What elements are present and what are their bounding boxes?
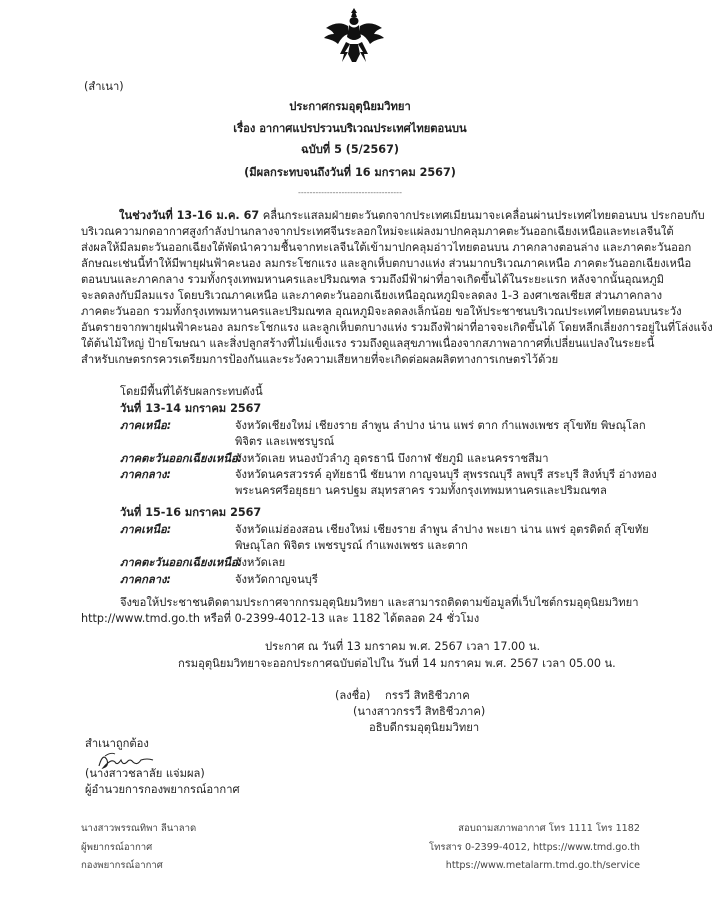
body-line: ใต้ต้นไม้ใหญ่ ป้ายโฆษณา และสิ่งปลูกสร้างที่ไม่แข็งแรง รวมถึงดูแลสุขภาพเนื่องจากสภาพอากาศที่เปลี่ยนแปลงในระยะนี้ [81,337,655,350]
title-divider: ------------------------------------ [298,188,402,197]
footer-fax-website: โทรสาร 0-2399-4012, https://www.tmd.go.th [428,842,640,853]
period1-north-line1: จังหวัดเชียงใหม่ เชียงราย ลำพูน ลำปาง น่าน แพร่ ตาก กำแพงเพชร สุโขทัย พิษณุโลก [235,419,646,432]
announce-time: ประกาศ ณ วันที่ 13 มกราคม พ.ศ. 2567 เวลา 17.00 น. [265,640,541,653]
period1-central-label: ภาคกลาง: [120,468,171,481]
certify-name: (นางสาวชลาลัย แจ่มผล) [85,767,205,780]
footer-forecaster-role: ผู้พยากรณ์อากาศ [81,842,153,853]
signer-name: กรรวี สิทธิชีวภาค [385,689,470,702]
issue-number: ฉบับที่ 5 (5/2567) [300,143,399,156]
body-lead: ในช่วงวันที่ 13-16 ม.ค. 67 [119,209,260,222]
period1-north-label: ภาคเหนือ: [120,419,172,432]
period2-ne-text: จังหวัดเลย [235,556,286,569]
body-paragraph [81,208,713,368]
certify-position: ผู้อำนวยการกองพยากรณ์อากาศ [85,783,240,796]
period2-ne-label: ภาคตะวันออกเฉียงเหนือ: [120,556,243,569]
body-line: ส่งผลให้มีลมตะวันออกเฉียงใต้พัดนำความชื้นจากทะเลจีนใต้เข้ามาปกคลุมอ่าวไทยตอนบน ภาคกลางตอนล่าง และภาคตะวันออก [81,241,692,254]
footer-forecaster-name: นางสาวพรรณทิพา ลีนาลาด [81,823,197,834]
period1-date: วันที่ 13-14 มกราคม 2567 [120,402,262,415]
certify-label: สำเนาถูกต้อง [85,737,149,750]
effective-date: (มีผลกระทบจนถึงวันที่ 16 มกราคม 2567) [244,166,456,179]
period1-ne-label: ภาคตะวันออกเฉียงเหนือ: [120,452,243,465]
body-line [81,208,705,224]
areas-intro: โดยมีพื้นที่ได้รับผลกระทบดังนี้ [120,385,263,398]
period1-central-line2: พระนครศรีอยุธยา นครปฐม สมุทรสาคร รวมทั้งกรุงเทพมหานครและปริมณฑล [235,484,607,497]
signer-position: อธิบดีกรมอุตุนิยมวิทยา [369,721,480,734]
body-line1: คลื่นกระแสลมฝ่ายตะวันตกจากประเทศเมียนมาจะเคลื่อนผ่านประเทศไทยตอนบน ประกอบกับ [259,209,705,222]
copy-mark: (สำเนา) [84,80,124,93]
footer-service-url: https://www.metalarm.tmd.go.th/service [445,860,640,871]
period1-north-line2: พิจิตร และเพชรบูรณ์ [235,435,335,448]
period2-north-label: ภาคเหนือ: [120,523,172,536]
period1-central-line1: จังหวัดนครสวรรค์ อุทัยธานี ชัยนาท กาญจนบุรี สุพรรณบุรี ลพบุรี สระบุรี สิงห์บุรี อ่างทอง [235,468,657,481]
period2-north-line1: จังหวัดแม่ฮ่องสอน เชียงใหม่ เชียงราย ลำพูน ลำปาง พะเยา น่าน แพร่ อุตรดิตถ์ สุโขทัย [235,523,649,536]
period2-north-line2: พิษณุโลก พิจิตร เพชรบูรณ์ กำแพงเพชร และตาก [235,539,468,552]
page-title: ประกาศกรมอุตุนิยมวิทยา [289,100,411,113]
period2-date: วันที่ 15-16 มกราคม 2567 [120,506,262,519]
signer-full-name: (นางสาวกรรวี สิทธิชีวภาค) [353,705,486,718]
period2-central-label: ภาคกลาง: [120,573,171,586]
footer-hotline: สอบถามสภาพอากาศ โทร 1111 โทร 1182 [458,823,640,834]
body-line: ลักษณะเช่นนี้ทำให้มีพายุฝนฟ้าคะนอง ลมกระโชกแรง และลูกเห็บตกบางแห่ง ส่วนมากบริเวณภาคเหนือ ภาคตะวันออกเฉียงเหนือ [81,257,692,270]
garuda-emblem [322,6,386,66]
period2-central-text: จังหวัดกาญจนบุรี [235,573,318,586]
period1-ne-text: จังหวัดเลย หนองบัวลำภู อุดรธานี บึงกาฬ ชัยภูมิ และนครราชสีมา [235,452,549,465]
page-subject: เรื่อง อากาศแปรปรวนบริเวณประเทศไทยตอนบน [233,122,467,135]
body-line: ภาคตะวันออก รวมทั้งกรุงเทพมหานครและปริมณฑล อุณหภูมิจะลดลงเล็กน้อย ขอให้ประชาชนบริเวณประเทศไทยตอนบนระวัง [81,305,682,318]
footer-division: กองพยากรณ์อากาศ [81,860,163,871]
next-issue: กรมอุตุนิยมวิทยาจะออกประกาศฉบับต่อไปใน วันที่ 14 มกราคม พ.ศ. 2567 เวลา 05.00 น. [178,657,616,670]
body-line: อันตรายจากพายุฝนฟ้าคะนอง ลมกระโชกแรง และลูกเห็บตกบางแห่ง รวมถึงฟ้าผ่าที่อาจจะเกิดขึ้นได้ โดยหลีกเลี่ยงการอยู่ในที่โล่งแจ้ง [81,321,713,334]
signed-label: (ลงชื่อ) [335,689,371,702]
body-line: ตอนบนและภาคกลาง รวมทั้งกรุงเทพมหานครและปริมณฑล รวมถึงมีฟ้าผ่าที่อาจเกิดขึ้นได้ในระยะแรก หลังจากนั้นอุณหภูมิ [81,273,665,286]
body-line: บริเวณความกดอากาศสูงกำลังปานกลางจากประเทศจีนระลอกใหม่จะแผ่ลงมาปกคลุมภาคตะวันออกเฉียงเหนือและทะเลจีนใต้ [81,225,674,238]
closing-line1: จึงขอให้ประชาชนติดตามประกาศจากกรมอุตุนิยมวิทยา และสามารถติดตามข้อมูลที่เว็บไซต์กรมอุตุนิยมวิทยา [120,596,639,609]
closing-line2: http://www.tmd.go.th หรือที่ 0-2399-4012-13 และ 1182 ได้ตลอด 24 ชั่วโมง [81,612,480,625]
body-line: สำหรับเกษตรกรควรเตรียมการป้องกันและระวังความเสียหายที่จะเกิดต่อผลผลิตทางการเกษตรไว้ด้วย [81,353,559,366]
body-line: จะลดลงกับมีลมแรง โดยบริเวณภาคเหนือ และภาคตะวันออกเฉียงเหนืออุณหภูมิจะลดลง 1-3 องศาเซลเซียส ส่วนภาคกลาง [81,289,663,302]
